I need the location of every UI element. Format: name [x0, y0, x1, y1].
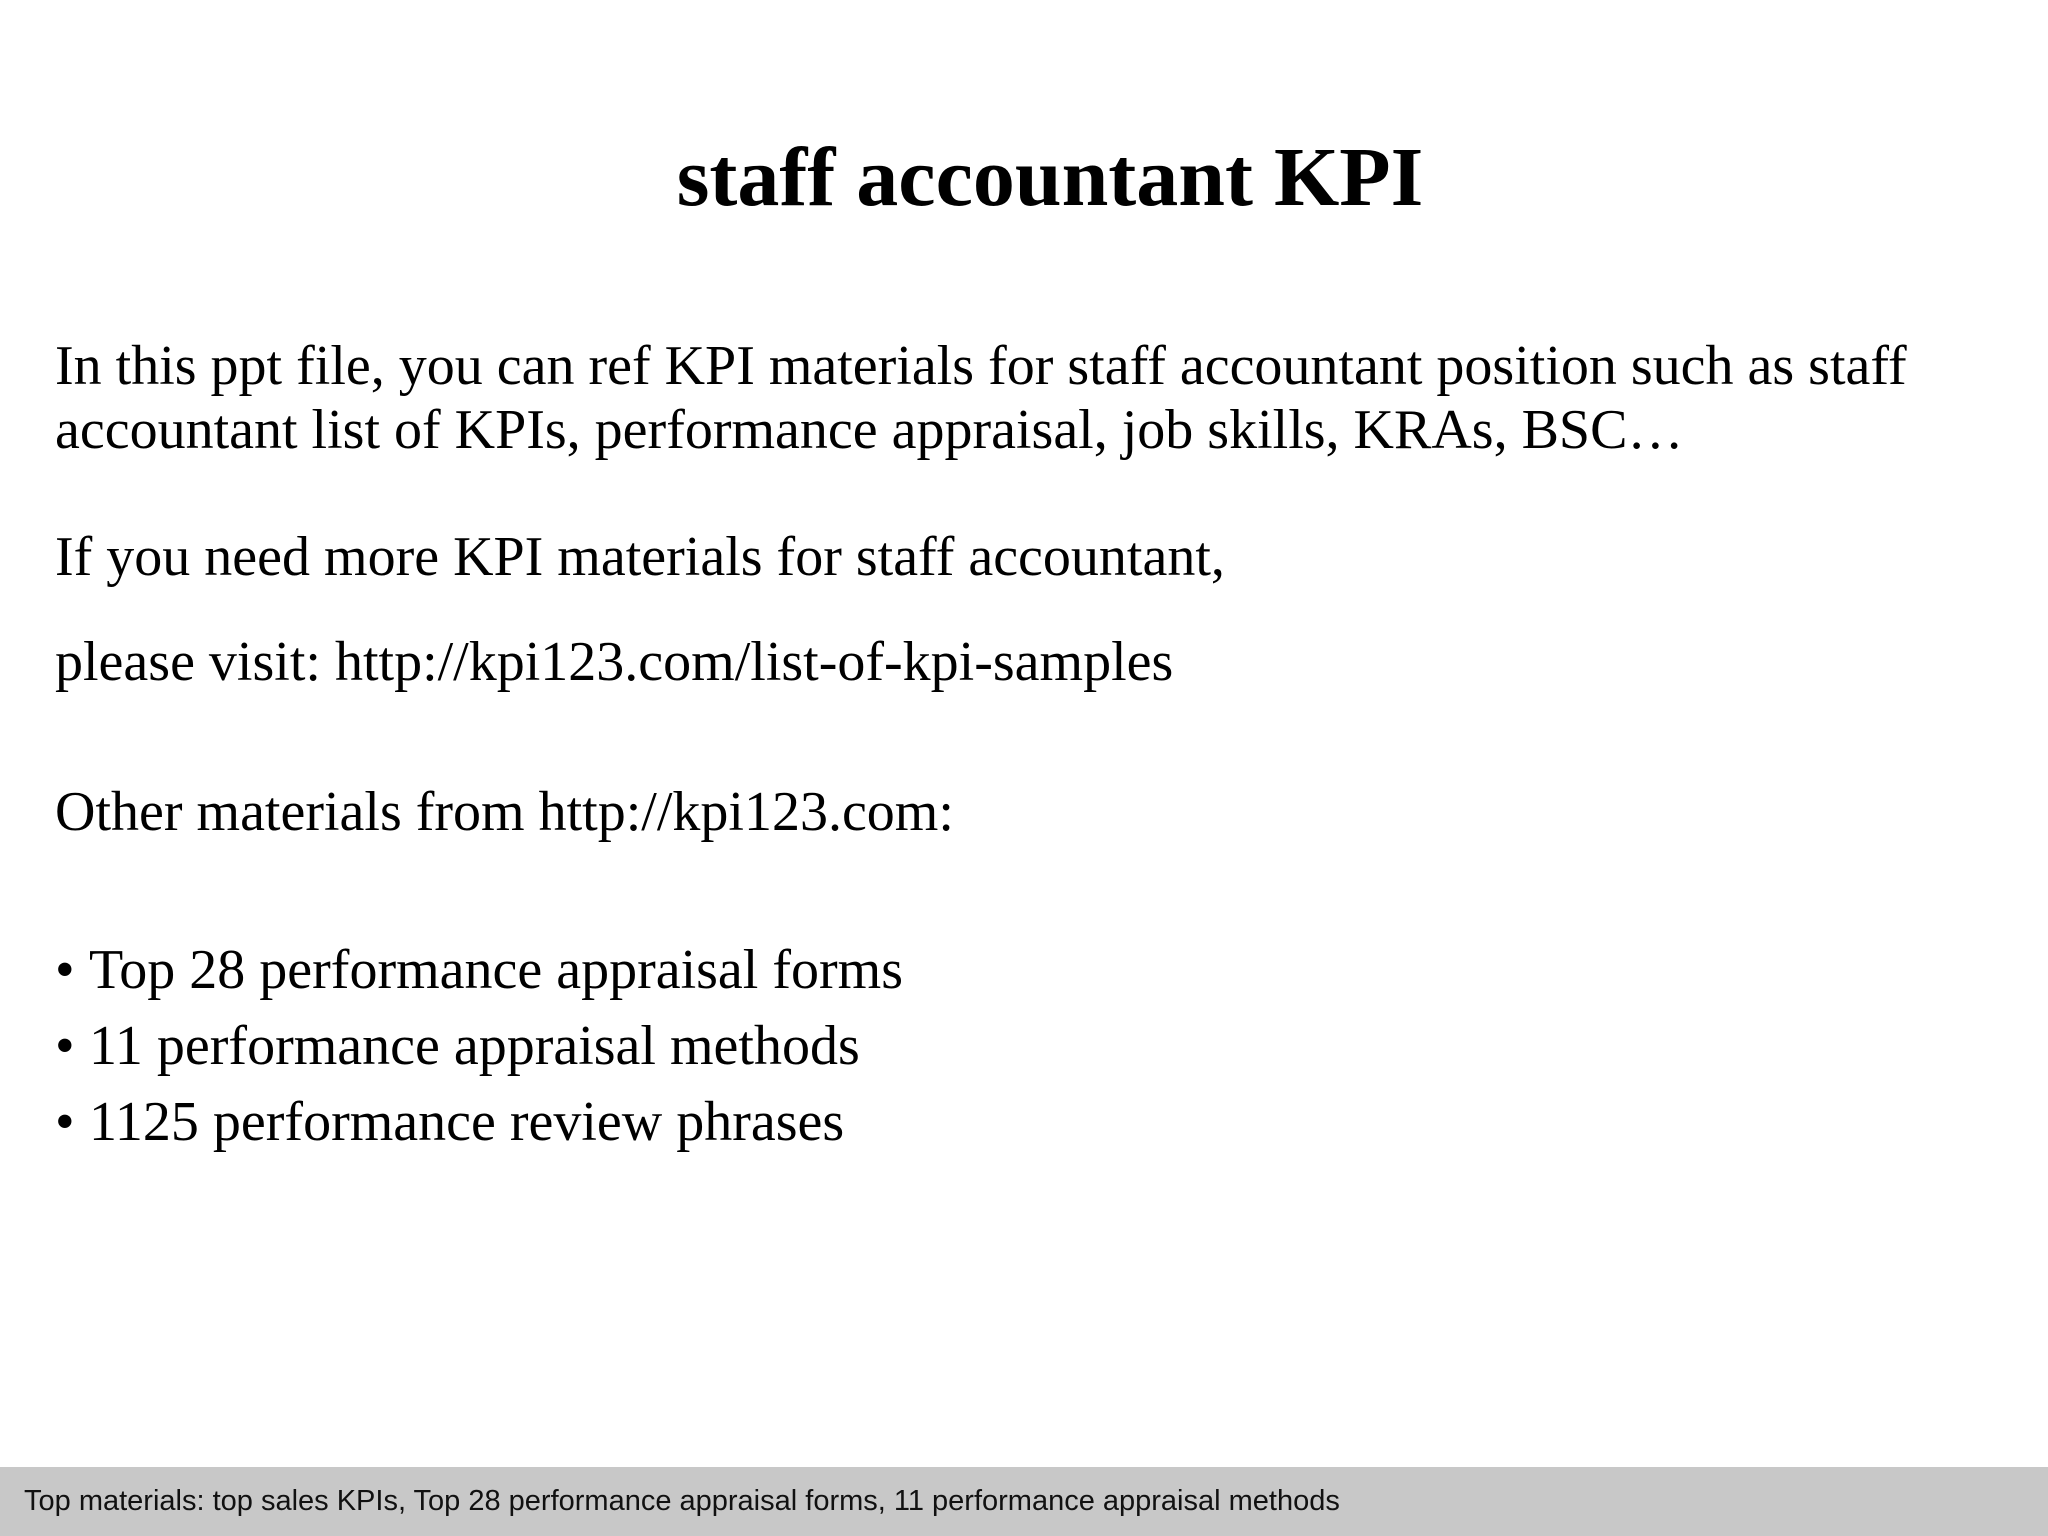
footer-bar	[0, 1467, 2048, 1536]
intro-paragraph	[55, 334, 1907, 462]
list-item-label: 1125 performance review phrases	[89, 1091, 845, 1153]
bullet-icon: •	[55, 1015, 75, 1077]
list-item	[55, 1084, 903, 1160]
need-more-text: If you need more KPI materials for staff accountant,	[55, 526, 1225, 588]
bullet-icon: •	[55, 1091, 75, 1153]
other-materials-heading: Other materials from http://kpi123.com:	[55, 781, 954, 843]
list-item	[55, 1008, 903, 1084]
list-item-label: Top 28 performance appraisal forms	[89, 939, 903, 1001]
footer-text: Top materials: top sales KPIs, Top 28 performance appraisal forms, 11 performance appraisal methods	[24, 1485, 1340, 1517]
intro-line-2: accountant list of KPIs, performance appraisal, job skills, KRAs, BSC…	[55, 399, 1684, 461]
intro-line-1: In this ppt file, you can ref KPI materials for staff accountant position such as staff	[55, 335, 1907, 397]
visit-link-text: please visit: http://kpi123.com/list-of-kpi-samples	[55, 631, 1174, 693]
slide-title: staff accountant KPI	[676, 131, 1424, 224]
materials-list	[55, 932, 903, 1160]
list-item	[55, 932, 903, 1008]
bullet-icon: •	[55, 939, 75, 1001]
list-item-label: 11 performance appraisal methods	[89, 1015, 860, 1077]
